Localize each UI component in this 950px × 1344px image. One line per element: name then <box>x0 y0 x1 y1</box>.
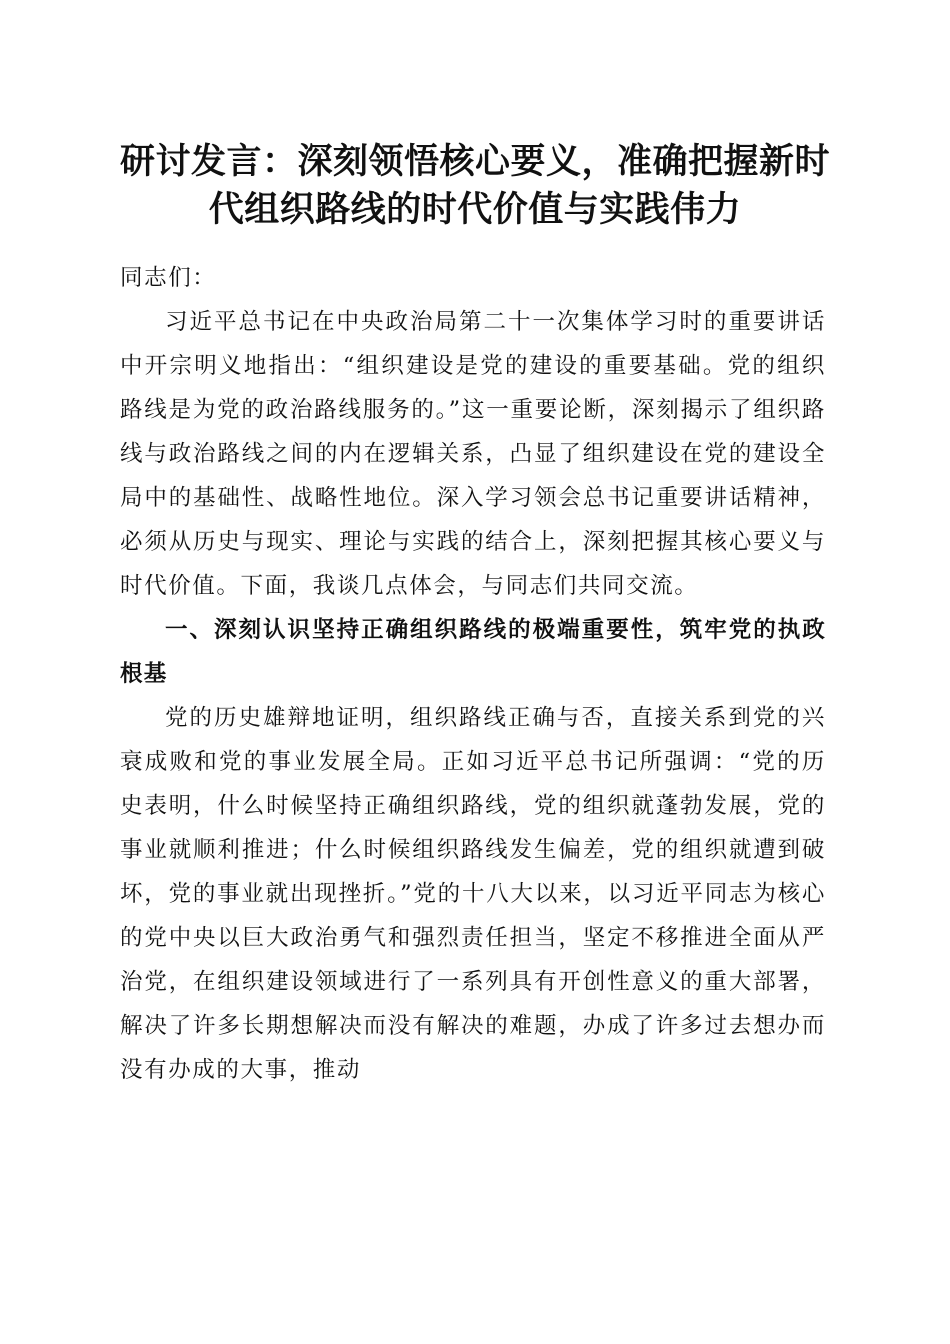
document-body <box>120 252 826 1092</box>
section-1-paragraph-1: 党的历史雄辩地证明，组织路线正确与否，直接关系到党的兴衰成败和党的事业发展全局。正如习近平总书记所强调：“党的历史表明，什么时候坚持正确组织路线，党的组织就蓬勃发展，党的事业就顺利推进；什么时候组织路线发生偏差，党的组织就遭到破坏，党的事业就出现挫折。”党的十八大以来，以习近平同志为核心的党中央以巨大政治勇气和强烈责任担当，坚定不移推进全面从严治党，在组织建设领域进行了一系列具有开创性意义的重大部署，解决了许多长期想解决而没有解决的难题，办成了许多过去想办而没有办成的大事，推动 <box>120 705 826 1083</box>
greeting: 同志们： <box>120 265 217 291</box>
section-heading-1: 一、深刻认识坚持正确组织路线的极端重要性，筑牢党的执政根基 <box>120 617 826 687</box>
intro-paragraph: 习近平总书记在中央政治局第二十一次集体学习时的重要讲话中开宗明义地指出：“组织建设是党的建设的重要基础。党的组织路线是为党的政治路线服务的。”这一重要论断，深刻揭示了组织路线与政治路线之间的内在逻辑关系，凸显了组织建设在党的建设全局中的基础性、战略性地位。深入学习领会总书记重要讲话精神，必须从历史与现实、理论与实践的结合上，深刻把握其核心要义与时代价值。下面，我谈几点体会，与同志们共同交流。 <box>120 309 826 599</box>
title-line-1: 研讨发言：深刻领悟核心要义，准确把握新时 <box>119 141 830 182</box>
document-title <box>110 138 840 234</box>
title-line-2: 代组织路线的时代价值与实践伟力 <box>208 189 742 230</box>
